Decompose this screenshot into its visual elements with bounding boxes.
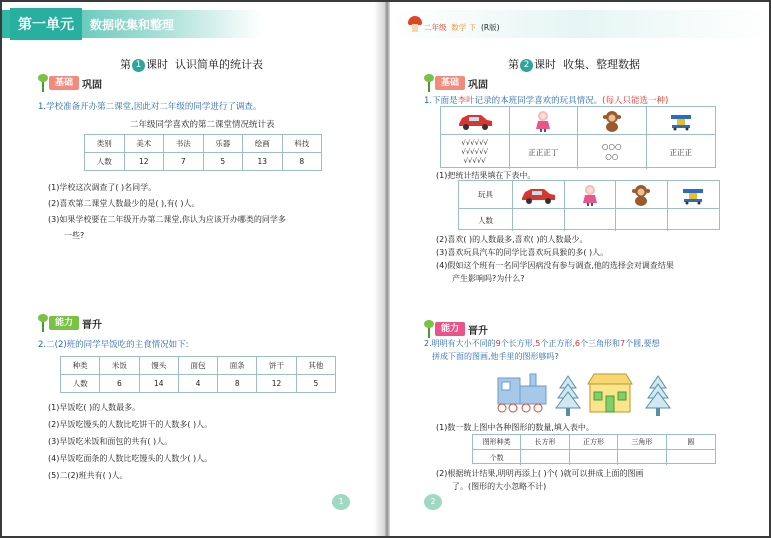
book-spread: [2, 2, 769, 536]
unit-title: 数据收集和整理: [90, 18, 175, 32]
page-header: 二年级 数学 下 (R版): [424, 23, 500, 32]
monkey-icon: [578, 107, 647, 135]
section-label: 晋升: [82, 319, 103, 331]
section-label: 巩固: [82, 79, 103, 91]
doll-icon: [510, 107, 579, 135]
question-item: (4)早饭吃面条的人数比吃馒头的人数少( )人。: [48, 454, 213, 463]
plant-icon: [424, 74, 434, 92]
answer-cell[interactable]: [521, 450, 569, 465]
shapes-picture: [490, 370, 690, 420]
section-label: 晋升: [468, 325, 489, 337]
plane-icon: [647, 107, 716, 135]
lesson-title: 第 2 课时 收集、整理数据: [508, 58, 640, 71]
lesson-title: 第 1 课时 认识简单的统计表: [120, 58, 263, 71]
table-row: 人数 6 14 4 8 12 5: [61, 375, 336, 393]
question-1: 1.下面是李叶记录的本班同学喜欢的玩具情况。(每人只能选一种): [424, 96, 669, 106]
table-row: 人数 12 7 5 13 8: [85, 153, 322, 171]
monkey-icon: [616, 181, 668, 209]
mushroom-icon: [408, 16, 422, 32]
tally-table: [440, 106, 716, 168]
car-icon: [441, 107, 510, 135]
table-header: 长方形: [521, 435, 569, 450]
question-item: (1)数一数上图中各种图形的数量,填入表中。: [436, 423, 594, 432]
answer-cell[interactable]: [513, 209, 565, 231]
tally-cell: ○○○ ○○: [578, 135, 647, 169]
car-icon: [513, 181, 565, 209]
right-page: [390, 2, 769, 536]
lesson-number: 1: [132, 59, 145, 72]
table-header: 三角形: [618, 435, 666, 450]
question-item: (4)假如这个班有一名同学因病没有参与调查,他的选择会对调查结果: [436, 261, 674, 270]
plant-icon: [424, 320, 434, 338]
answer-cell[interactable]: [616, 209, 668, 231]
question-item: 产生影响吗?为什么?: [452, 274, 525, 283]
answer-cell[interactable]: [565, 209, 617, 231]
table-header: 玩具: [459, 181, 513, 209]
page-number: 1: [332, 494, 350, 510]
section-tag: 能力: [435, 322, 465, 336]
section-ability: [38, 314, 102, 332]
section-basic: [38, 74, 102, 92]
question-item: (3)如果学校要在二年级开办第二课堂,你认为应该开办哪类的同学多: [48, 215, 286, 224]
question-2: 2.明明有大小不同的9个长方形,5个正方形,6个三角形和7个圆,要想: [424, 339, 660, 348]
question-item: (2)喜欢第二课堂人数最少的是( ),有( )人。: [48, 199, 200, 208]
question-item: (2)喜欢( )的人数最多,喜欢( )的人数最少。: [436, 235, 588, 244]
question-item: (3)早饭吃米饭和面包的共有( )人。: [48, 437, 173, 446]
tally-cell: 正正正丁: [510, 135, 579, 169]
toy-count-table: [458, 180, 720, 230]
question-item: (2)早饭吃馒头的人数比吃饼干的人数多( )人。: [48, 420, 213, 429]
page-number: 2: [424, 494, 442, 510]
answer-cell[interactable]: [667, 450, 715, 465]
question-item: (1)学校这次调查了( )名同学。: [48, 183, 157, 192]
answer-cell[interactable]: [618, 450, 666, 465]
question-item: (1)早饭吃( )的人数最多。: [48, 403, 141, 412]
question-item: 一些?: [64, 231, 85, 240]
question-item: (2)根据统计结果,明明再添上( )个( )就可以拼成上面的图画: [436, 469, 644, 478]
answer-cell[interactable]: [668, 209, 720, 231]
unit-badge: 第一单元: [10, 8, 82, 40]
plant-icon: [38, 314, 48, 332]
table-header: 图形种类: [473, 435, 521, 450]
question-1: 1.学校准备开办第二课堂,因此对二年级的同学进行了调查。: [38, 102, 262, 112]
section-tag: 基础: [435, 76, 465, 90]
table-title: 二年级同学喜欢的第二课堂情况统计表: [130, 120, 275, 130]
tally-cell: √√√√√√ √√√√√√ √√√√√: [441, 135, 510, 169]
section-ability: [424, 320, 488, 338]
stats-table-1: [84, 134, 322, 171]
section-label: 巩固: [468, 79, 489, 91]
doll-icon: [565, 181, 617, 209]
question-item: (5)二(2)班共有( )人。: [48, 471, 128, 480]
question-item: (1)把统计结果填在下表中。: [436, 171, 536, 180]
section-basic: [424, 74, 488, 92]
section-tag: 基础: [49, 76, 79, 90]
table-header-row: 种类 米饭 馒头 面包 面条 饼干 其他: [61, 357, 336, 375]
answer-cell[interactable]: [570, 450, 618, 465]
lesson-number: 2: [520, 59, 533, 72]
left-page: [2, 2, 384, 536]
stats-table-2: [60, 356, 336, 393]
table-header: 正方形: [570, 435, 618, 450]
question-item: 了。(图形的大小忽略不计): [452, 482, 547, 491]
table-header: 圆: [667, 435, 715, 450]
question-2: 2.二(2)班的同学早饭吃的主食情况如下:: [38, 340, 189, 350]
section-tag: 能力: [49, 316, 79, 330]
plant-icon: [38, 74, 48, 92]
table-row-label: 人数: [459, 209, 513, 231]
question-item: (3)喜欢玩具汽车的同学比喜欢玩具猴的多( )人。: [436, 248, 609, 257]
plane-icon: [668, 181, 720, 209]
shape-count-table: [472, 434, 716, 464]
table-row-label: 个数: [473, 450, 521, 465]
question-2-line2: 拼成下面的图画,他手里的图形够吗?: [432, 352, 559, 361]
table-header-row: 类别 美术 书法 乐器 绘画 科技: [85, 135, 322, 153]
tally-cell: 正正正: [669, 147, 692, 157]
